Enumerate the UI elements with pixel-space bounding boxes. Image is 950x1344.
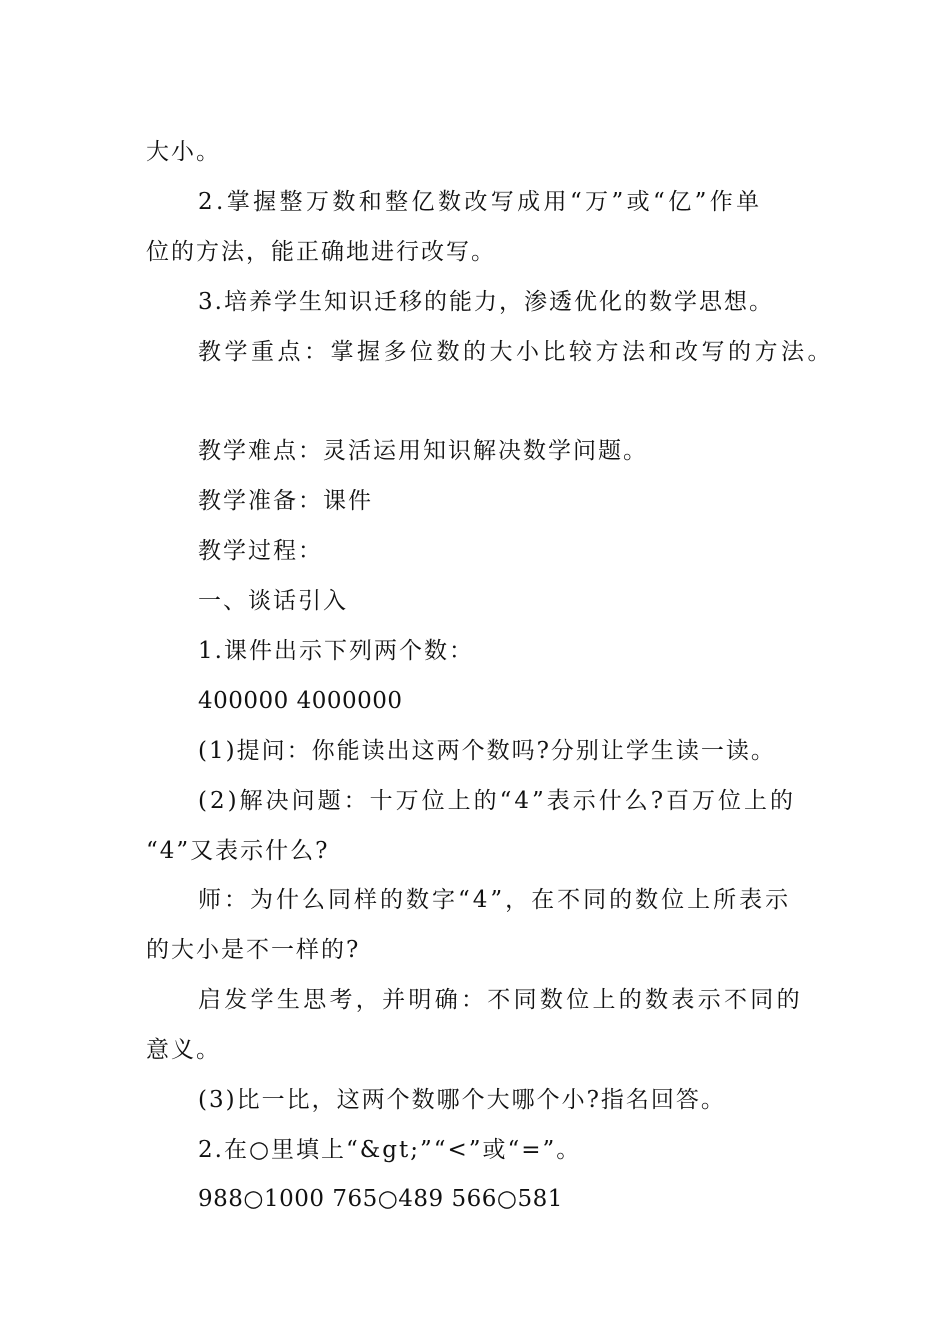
text-line: 师：为什么同样的数字“4”，在不同的数位上所表示 bbox=[198, 887, 792, 913]
section-heading: 一、谈话引入 bbox=[198, 588, 348, 614]
text-line: 3.培养学生知识迁移的能力，渗透优化的数学思想。 bbox=[198, 289, 774, 315]
text-line: 2.掌握整万数和整亿数改写成用“万”或“亿”作单 bbox=[198, 189, 763, 215]
text-line: 2.在○里填上“&gt;”“<”或“=”。 bbox=[198, 1137, 582, 1163]
text-line: (2)解决问题：十万位上的“4”表示什么?百万位上的 bbox=[198, 788, 797, 814]
text-line: 意义。 bbox=[146, 1037, 221, 1063]
text-line: “4”又表示什么? bbox=[146, 838, 330, 864]
text-line: 教学过程： bbox=[198, 538, 323, 564]
text-line: (1)提问：你能读出这两个数吗?分别让学生读一读。 bbox=[198, 738, 776, 764]
text-line: 启发学生思考，并明确：不同数位上的数表示不同的 bbox=[198, 987, 803, 1013]
text-line: (3)比一比，这两个数哪个大哪个小?指名回答。 bbox=[198, 1087, 726, 1113]
text-line: 位的方法，能正确地进行改写。 bbox=[146, 239, 496, 265]
text-line: 大小。 bbox=[146, 139, 221, 165]
text-line: 1.课件出示下列两个数： bbox=[198, 638, 474, 664]
text-line: 400000 4000000 bbox=[198, 688, 403, 714]
text-line: 教学准备：课件 bbox=[198, 488, 373, 514]
text-line: 教学难点：灵活运用知识解决数学问题。 bbox=[198, 438, 648, 464]
text-line: 988○1000 765○489 566○581 bbox=[198, 1186, 563, 1212]
text-line: 教学重点：掌握多位数的大小比较方法和改写的方法。 bbox=[198, 339, 834, 365]
text-line: 的大小是不一样的? bbox=[146, 937, 361, 963]
